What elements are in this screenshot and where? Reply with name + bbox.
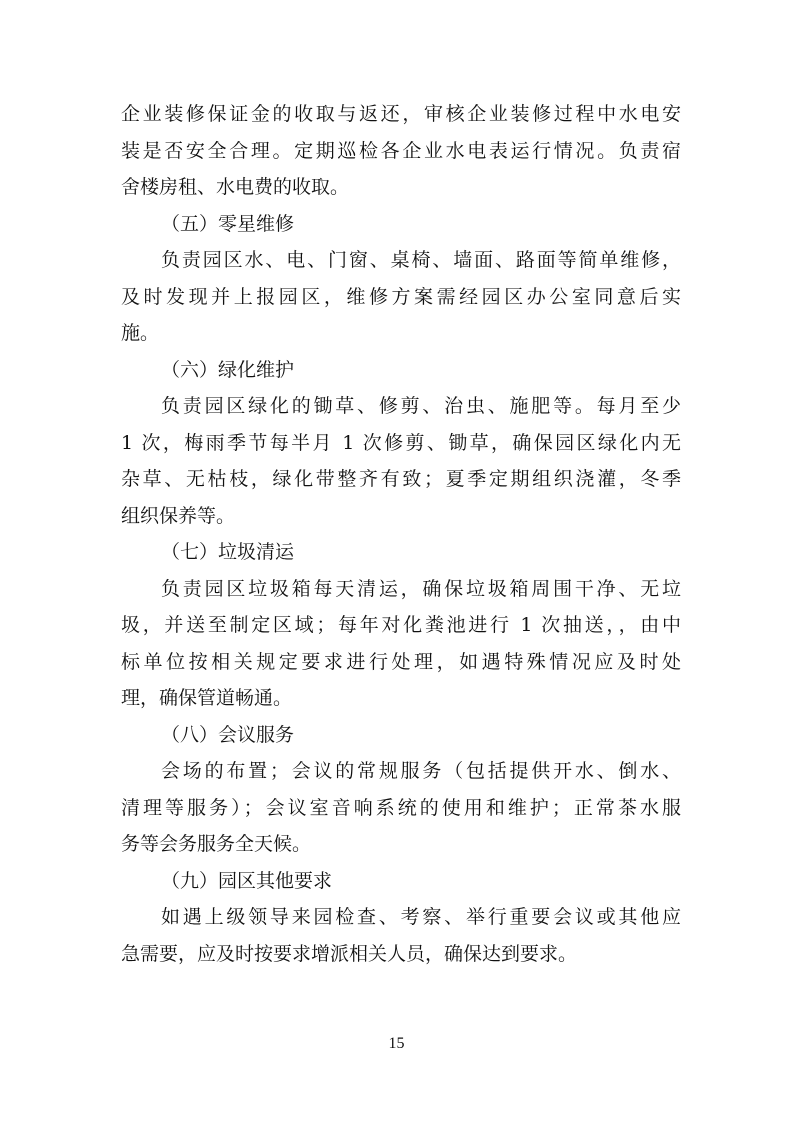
paragraph-line: 负责园区绿化的锄草、修剪、治虫、施肥等。每月至少 <box>161 395 681 417</box>
page-number: 15 <box>388 1035 405 1052</box>
section-heading: （六）绿化维护 <box>161 358 295 381</box>
paragraph-line: 及时发现并上报园区，维修方案需经园区办公室同意后实 <box>121 285 681 308</box>
paragraph-line: 务等会务服务全天候。 <box>121 833 312 855</box>
paragraph-line: 装是否安全合理。定期巡检各企业水电表运行情况。负责宿 <box>121 139 681 162</box>
paragraph-line: 如遇上级领导来园检查、考察、举行重要会议或其他应 <box>161 906 681 928</box>
paragraph-line: 清理等服务）；会议室音响系统的使用和维护；正常茶水服 <box>121 796 681 819</box>
paragraph-line: 急需要，应及时按要求增派相关人员，确保达到要求。 <box>121 942 578 965</box>
paragraph-line: 圾，并送至制定区域；每年对化粪池进行 1 次抽送，，由中 <box>121 614 681 636</box>
section-heading: （八）会议服务 <box>161 723 295 746</box>
section-heading: （五）零星维修 <box>161 212 295 235</box>
paragraph-line: 企业装修保证金的收取与返还，审核企业装修过程中水电安 <box>121 103 681 125</box>
paragraph-line: 杂草、无枯枝，绿化带整齐有致；夏季定期组织浇灌，冬季 <box>121 468 681 490</box>
paragraph-line: 施。 <box>121 322 160 344</box>
paragraph-line: 负责园区垃圾箱每天清运，确保垃圾箱周围干净、无垃 <box>161 577 681 600</box>
body-text <box>121 96 681 972</box>
paragraph-line: 组织保养等。 <box>121 504 236 527</box>
section-heading: （七）垃圾清运 <box>161 541 295 563</box>
paragraph-line: 舍楼房租、水电费的收取。 <box>121 176 350 198</box>
paragraph-line: 标单位按相关规定要求进行处理，如遇特殊情况应及时处 <box>121 650 681 673</box>
paragraph-line: 理，确保管道畅通。 <box>121 687 293 709</box>
paragraph-line: 1 次，梅雨季节每半月 1 次修剪、锄草，确保园区绿化内无 <box>121 431 681 454</box>
paragraph-line: 会场的布置；会议的常规服务（包括提供开水、倒水、 <box>161 760 681 782</box>
section-heading: （九）园区其他要求 <box>161 869 333 892</box>
paragraph-line: 负责园区水、电、门窗、桌椅、墙面、路面等简单维修， <box>161 249 681 271</box>
